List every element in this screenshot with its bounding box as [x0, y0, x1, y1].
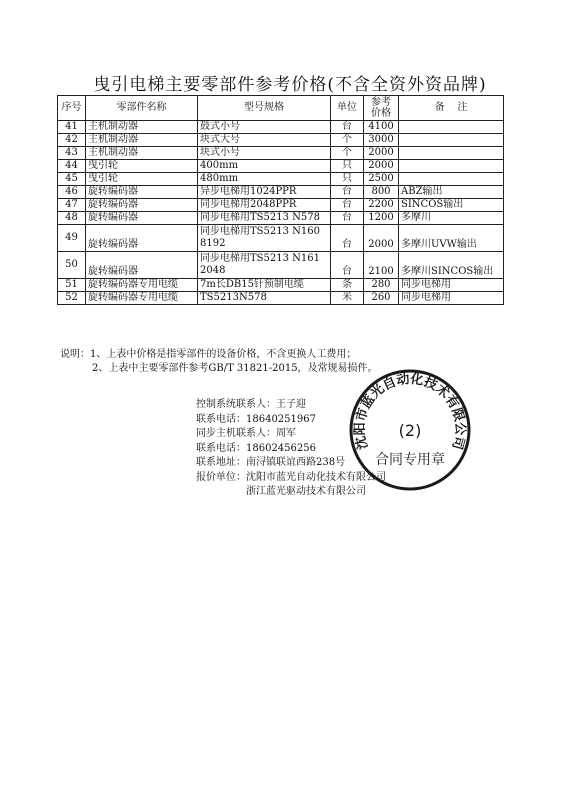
row-number: 44	[58, 160, 86, 173]
seal-number: (2)	[398, 421, 422, 440]
row-part-name: 主机制动器	[86, 134, 198, 147]
row-model: 异步电梯用1024PPR	[198, 186, 331, 199]
row-model: 同步电梯用2048PPR	[198, 199, 331, 212]
row-model: 同步电梯用TS5213 N160 8192	[198, 225, 331, 252]
row-model: TS5213N578	[198, 292, 331, 305]
row-model: 7m长DB15针预制电缆	[198, 279, 331, 292]
seal-ring-text: 沈阳市蓝光自动化技术有限公司	[352, 371, 468, 452]
row-remark: 同步电梯用	[399, 292, 504, 305]
seal-bottom-text: 合同专用章	[375, 452, 445, 468]
row-unit: 台	[331, 212, 364, 225]
row-number: 48	[58, 212, 86, 225]
row-remark	[399, 134, 504, 147]
row-price: 2000	[364, 147, 399, 160]
note-line-1: 说明：1、上表中价格是指零部件的设备价格，不含更换人工费用；	[60, 349, 357, 360]
row-unit: 条	[331, 279, 364, 292]
row-price: 4100	[364, 121, 399, 134]
row-part-name: 旋转编码器	[86, 212, 198, 225]
header-unit: 单位	[331, 96, 364, 121]
row-remark: SINCOS输出	[399, 199, 504, 212]
row-number: 52	[58, 292, 86, 305]
row-remark	[399, 160, 504, 173]
header-no: 序号	[58, 96, 86, 121]
table-row	[58, 173, 504, 186]
control-contact: 控制系统联系人：王子迎	[196, 399, 306, 410]
row-part-name: 旋转编码器	[86, 252, 198, 279]
table-row	[58, 186, 504, 199]
row-remark	[399, 173, 504, 186]
row-remark	[399, 147, 504, 160]
row-number: 51	[58, 279, 86, 292]
document-title: 曳引电梯主要零部件参考价格(不含全资外资品牌)	[93, 75, 487, 95]
sync-contact: 同步主机联系人：周军	[196, 428, 296, 439]
row-unit: 台	[331, 199, 364, 212]
row-part-name: 旋转编码器	[86, 199, 198, 212]
header-part-name: 零部件名称	[86, 96, 198, 121]
table-row	[58, 225, 504, 252]
row-model: 鼓式小号	[198, 121, 331, 134]
header-remark: 备 注	[399, 96, 504, 121]
row-price: 2000	[364, 225, 399, 252]
table-header-row	[58, 96, 504, 121]
row-part-name: 曳引轮	[86, 173, 198, 186]
row-unit: 个	[331, 147, 364, 160]
header-model: 型号规格	[198, 96, 331, 121]
row-model: 块式大号	[198, 134, 331, 147]
address: 联系地址：南浔镇联谊西路238号	[196, 457, 346, 468]
quote-company-2: 浙江蓝光驱动技术有限公司	[246, 486, 366, 497]
row-model: 400mm	[198, 160, 331, 173]
row-price: 2200	[364, 199, 399, 212]
table-row	[58, 212, 504, 225]
row-unit: 米	[331, 292, 364, 305]
row-number: 47	[58, 199, 86, 212]
row-unit: 台	[331, 225, 364, 252]
row-price: 2100	[364, 252, 399, 279]
row-number: 46	[58, 186, 86, 199]
row-remark: 多摩川	[399, 212, 504, 225]
row-number: 49	[58, 225, 86, 252]
row-unit: 个	[331, 134, 364, 147]
row-unit: 台	[331, 252, 364, 279]
table-row	[58, 160, 504, 173]
row-part-name: 曳引轮	[86, 160, 198, 173]
header-price-label: 参考价格	[371, 96, 391, 119]
row-price: 1200	[364, 212, 399, 225]
table-row	[58, 292, 504, 305]
row-number: 41	[58, 121, 86, 134]
row-price: 280	[364, 279, 399, 292]
row-number: 45	[58, 173, 86, 186]
row-model: 480mm	[198, 173, 331, 186]
row-part-name: 主机制动器	[86, 121, 198, 134]
table-row	[58, 199, 504, 212]
row-price: 2500	[364, 173, 399, 186]
table-row	[58, 252, 504, 279]
row-remark: 同步电梯用	[399, 279, 504, 292]
table-row	[58, 134, 504, 147]
row-remark: 多摩川SINCOS输出	[399, 252, 504, 279]
row-price: 260	[364, 292, 399, 305]
quote-company: 报价单位：沈阳市蓝光自动化技术有限公司	[196, 471, 386, 483]
note-line-2: 2、上表中主要零部件参考GB/T 31821-2015，及常规易损件。	[92, 363, 378, 374]
row-number: 42	[58, 134, 86, 147]
row-remark	[399, 121, 504, 134]
row-model: 块式小号	[198, 147, 331, 160]
row-unit: 只	[331, 160, 364, 173]
row-model: 同步电梯用TS5213 N578	[198, 212, 331, 225]
row-part-name: 旋转编码器	[86, 186, 198, 199]
header-price	[364, 96, 399, 121]
row-number: 43	[58, 147, 86, 160]
table-row	[58, 147, 504, 160]
price-table	[57, 95, 504, 305]
row-remark: ABZ输出	[399, 186, 504, 199]
row-unit: 台	[331, 121, 364, 134]
row-unit: 台	[331, 186, 364, 199]
row-price: 800	[364, 186, 399, 199]
row-part-name: 旋转编码器	[86, 225, 198, 252]
company-seal	[348, 368, 472, 492]
table-row	[58, 279, 504, 292]
control-phone: 联系电话：18640251967	[196, 413, 316, 425]
row-unit: 只	[331, 173, 364, 186]
sync-phone: 联系电话：18602456256	[196, 442, 316, 454]
row-model: 同步电梯用TS5213 N161 2048	[198, 252, 331, 279]
row-part-name: 主机制动器	[86, 147, 198, 160]
row-price: 3000	[364, 134, 399, 147]
row-part-name: 旋转编码器专用电缆	[86, 292, 198, 305]
row-remark: 多摩川UVW输出	[399, 225, 504, 252]
row-part-name: 旋转编码器专用电缆	[86, 279, 198, 292]
row-number: 50	[58, 252, 86, 279]
table-row	[58, 121, 504, 134]
row-price: 2000	[364, 160, 399, 173]
